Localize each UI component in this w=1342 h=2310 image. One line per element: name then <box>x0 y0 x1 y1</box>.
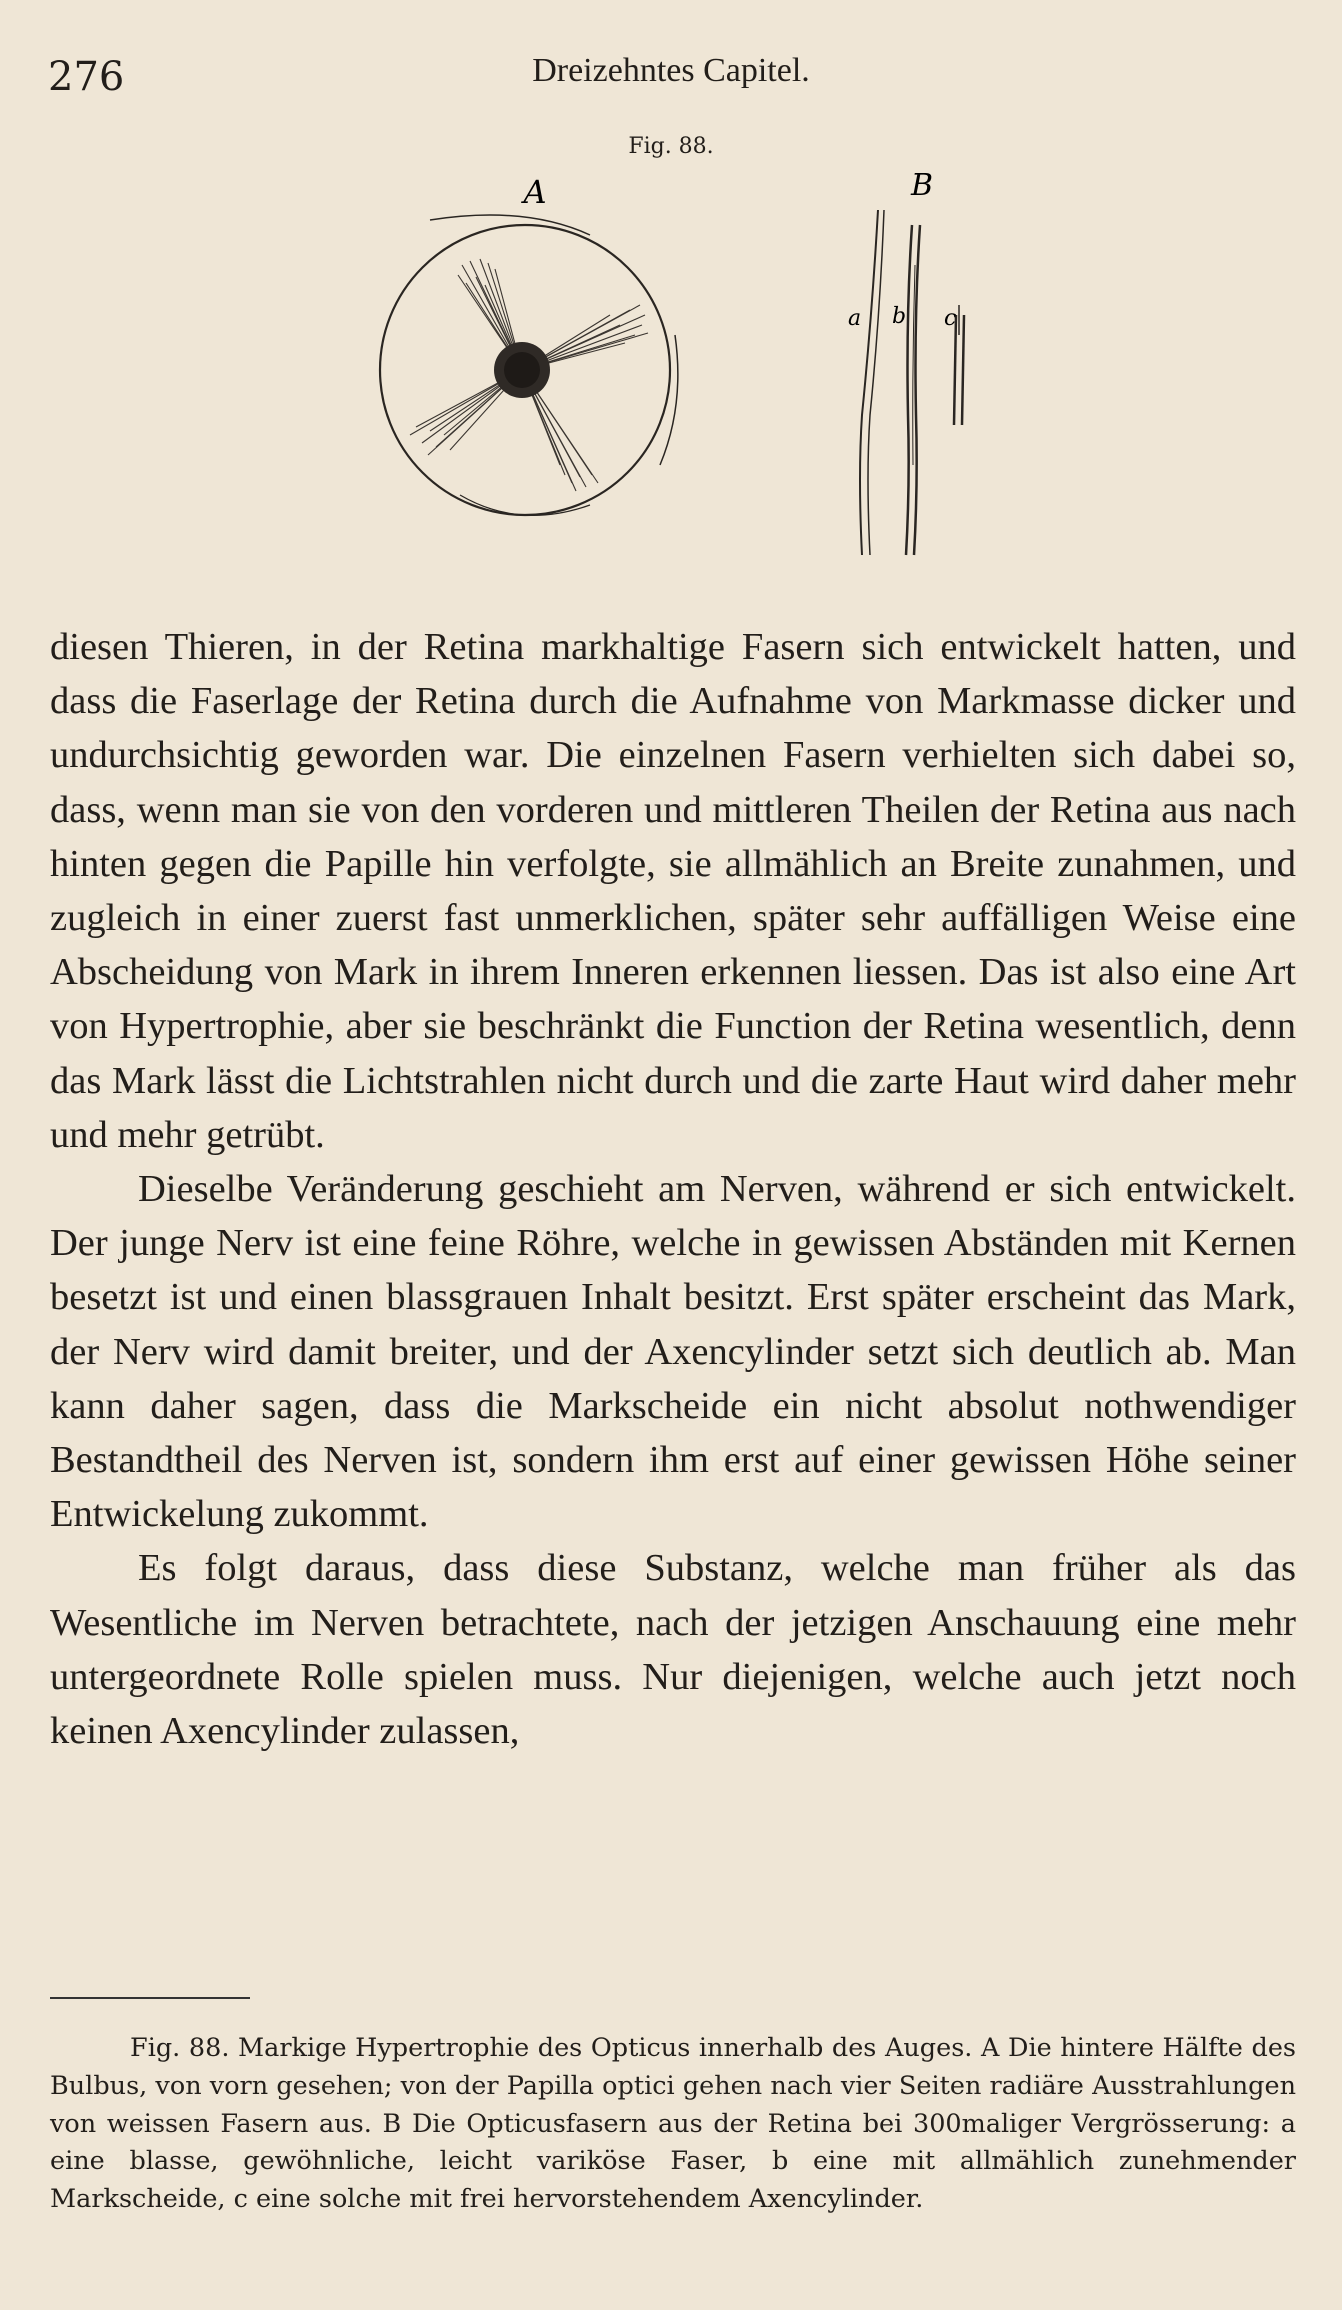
figure-label: Fig. 88. <box>628 134 714 159</box>
panel-a-label: A <box>523 173 547 211</box>
fiber-c-label: c <box>944 306 957 331</box>
running-head: Dreizehntes Capitel. <box>532 52 810 89</box>
paragraph-2: Dieselbe Veränderung geschieht am Nerven, während er sich entwickelt. Der junge Nerv ist eine feine Röhre, welche in gewissen Abständen mit Kernen besetzt ist und einen blassgrauen Inhalt besitzt. Erst später erscheint das Mark, der Nerv wird damit breiter, und der Axencylinder setzt sich deutlich ab. Man kann daher sagen, dass die Markscheide ein nicht absolut nothwendiger Bestandtheil des Nerven ist, sondern ihm erst auf einer gewissen Höhe seiner Entwickelung zukommt. <box>50 1168 1296 1536</box>
fiber-b-label: b <box>892 304 907 329</box>
panel-b-fibers <box>860 210 964 555</box>
figure-88-illustration <box>340 165 1000 585</box>
paragraph-1: diesen Thieren, in der Retina markhaltige Fasern sich entwickelt hatten, und dass die Faserlage der Retina durch die Aufnahme von Markmasse dicker und undurchsichtig geworden war. Die einzelnen Fasern verhielten sich dabei so, dass, wenn man sie von den vorderen und mittleren Theilen der Retina aus nach hinten gegen die Papille hin verfolgte, sie allmählich an Breite zunahmen, und zugleich in einer zuerst fast unmerklichen, später sehr auffälligen Weise eine Abscheidung von Mark in ihrem Inneren erkennen liessen. Das ist also eine Art von Hypertrophie, aber sie beschränkt die Function der Retina wesentlich, denn das Mark lässt die Lichtstrahlen nicht durch und die zarte Haut wird daher mehr und mehr getrübt. <box>50 626 1296 1156</box>
page-number: 276 <box>48 54 125 100</box>
fiber-a-label: a <box>848 306 862 331</box>
panel-b-label: B <box>910 168 934 203</box>
panel-a-bulbus <box>380 215 678 515</box>
figure-caption <box>50 2030 1296 2219</box>
footnote-rule <box>50 1997 250 1999</box>
figure-caption-text: Fig. 88. Markige Hypertrophie des Opticus innerhalb des Auges. A Die hintere Hälfte des Bulbus, von vorn gesehen; von der Papilla optici gehen nach vier Seiten radiäre Ausstrahlungen von weissen Fasern aus. B Die Opticusfasern aus der Retina bei 300maliger Vergrösserung: a eine blasse, gewöhnliche, leicht variköse Faser, b eine mit allmählich zunehmender Markscheide, c eine solche mit frei hervorstehendem Axencylinder. <box>50 2033 1296 2215</box>
paragraph-3: Es folgt daraus, dass diese Substanz, welche man früher als das Wesentliche im Nerven betrachtete, nach der jetzigen Anschauung eine mehr untergeordnete Rolle spielen muss. Nur diejenigen, welche auch jetzt noch keinen Axencylinder zulassen, <box>50 1547 1296 1753</box>
page-header <box>48 48 1294 108</box>
body-text <box>50 620 1296 1758</box>
